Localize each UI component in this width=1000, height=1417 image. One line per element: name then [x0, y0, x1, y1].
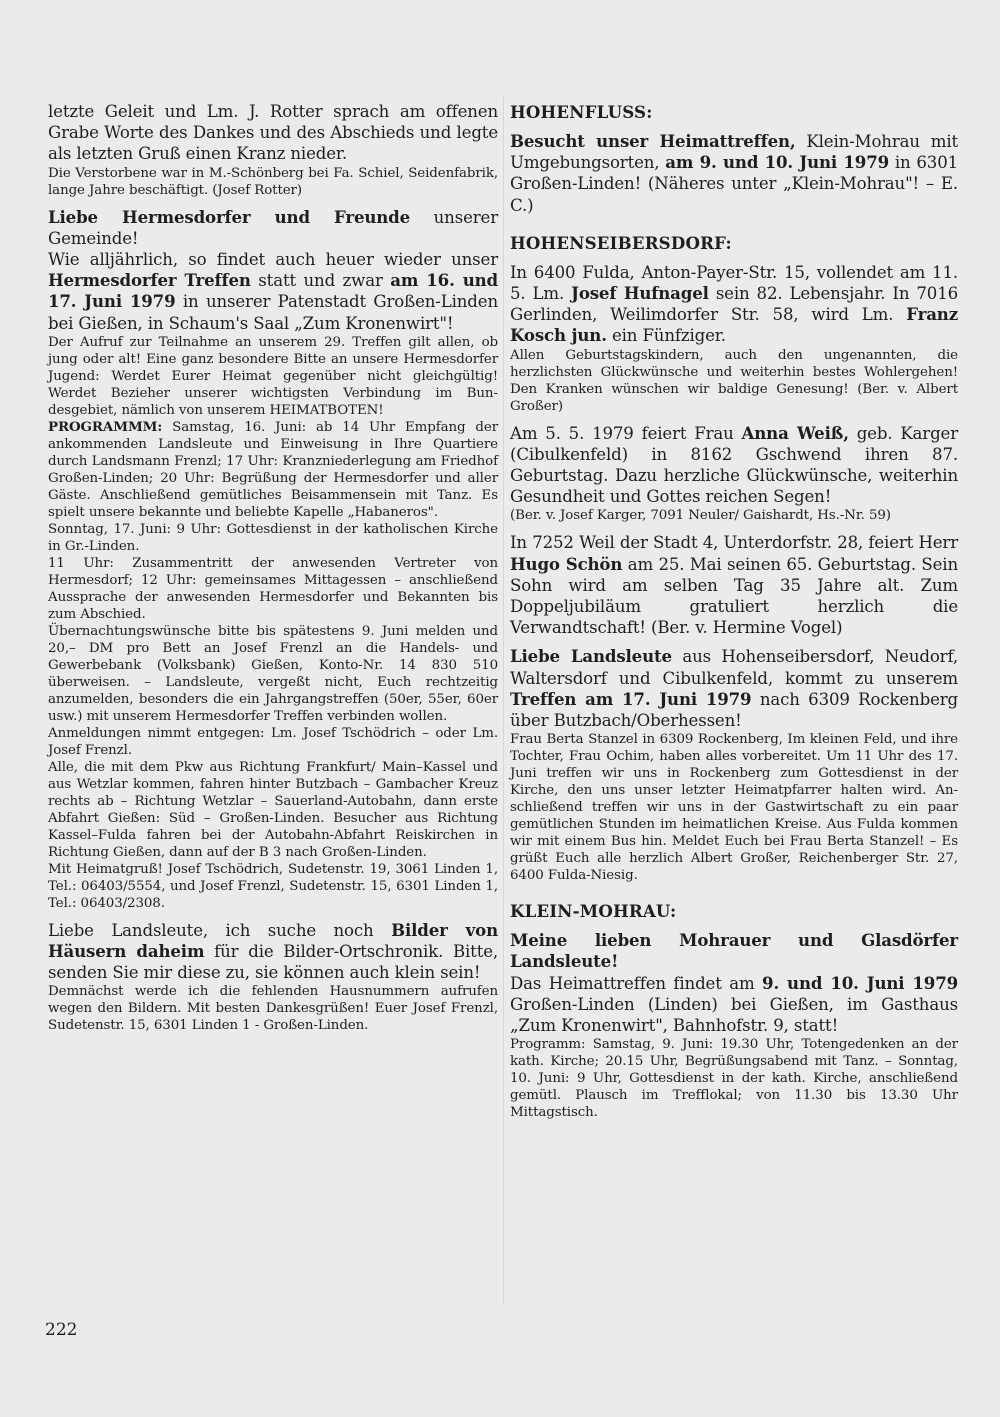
text-run: statt und zwar: [250, 271, 391, 291]
bold-text: PROGRAMMM:: [48, 418, 163, 435]
paragraph: [510, 507, 958, 524]
paragraph: [48, 165, 498, 199]
text-run: Großen-Linden (Linden) bei Gießen, im Gasthaus „Zum Kronenwirt", Bahnhofstr. 9, statt!: [510, 994, 958, 1036]
text-run: Anmeldungen nimmt entgegen: Lm. Josef Tschödrich – oder Lm. Josef Frenzl.: [48, 725, 498, 758]
bold-text: Treffen am 17. Juni 1979: [510, 688, 752, 709]
paragraph: [48, 861, 498, 912]
text-run: unserer Gemeinde!: [48, 207, 498, 248]
bold-text: Besucht unser Heimattreffen,: [510, 131, 796, 151]
text-run: geb. Karger (Cibulkenfeld) in 8162 Gschwend ihren 87. Geburtstag. Dazu herzliche Glückwünsche, weiterhin Gesundheit und Gottes reichen Segen!: [510, 423, 959, 507]
paragraph: [48, 555, 498, 623]
bold-text: Franz Kosch jun.: [510, 304, 958, 346]
bold-text: Liebe Hermesdorfer und Freunde: [48, 206, 411, 227]
text-run: Klein-Mohrau mit Umgebungsorten,: [510, 132, 958, 173]
bold-text: am 16. und 17. Juni 1979: [48, 270, 498, 312]
bold-text: Liebe Landsleute: [510, 646, 672, 667]
paragraph: [48, 920, 498, 984]
text-run: Mit Heimatgruß! Josef Tschödrich, Sudetenstr. 19, 3061 Linden 1, Tel.: 06403/5554, und Josef Frenzl, Sudetenstr. 15, 6301 Linden 1, Tel.: 06403/2308.: [48, 861, 498, 911]
paragraph: [510, 347, 958, 415]
section-heading: [510, 232, 958, 254]
text-run: Liebe Landsleute, ich suche noch: [48, 920, 392, 940]
bold-text: Meine lieben Mohrauer und Glasdörfer Landsleute!: [510, 930, 958, 972]
text-run: HOHENSEIBERSDORF:: [510, 232, 732, 253]
text-run: aus Hohenseibersdorf, Neudorf, Waltersdorf und Cibulkenfeld, kommt zu unserem: [510, 647, 958, 688]
text-run: ein Fünfziger.: [606, 326, 726, 346]
paragraph: [48, 249, 498, 334]
text-run: Alle, die mit dem Pkw aus Richtung Frankfurt/ Main–Kassel und aus Wetzlar kommen, fahren hinter Butzbach – Gambacher Kreuz rechts ab – Richtung Wetzlar – Sauerland-Autobahn, dann erste Abfahrt Gießen: Süd – Großen-Linden. Besucher aus Richtung Kassel–Fulda fahren bei der Autobahn-Abfahrt Reiskirchen in Richtung Gießen, dann auf der B 3 nach Großen-Linden.: [48, 759, 498, 860]
bold-text: Hugo Schön: [510, 553, 623, 574]
text-run: Programm: Samstag, 9. Juni: 19.30 Uhr, Totengedenken an der kath. Kirche; 20.15 Uhr, Begrüßungsabend mit Tanz. – Sonntag, 10. Juni: 9 Uhr, Gottesdienst in der kath. Kirche, anschließend gemütl. Plausch im Trefflokal; von 11.30 bis 13.30 Uhr Mittagstisch.: [510, 1037, 958, 1121]
text-run: für die Bilder-Ortschronik. Bitte, senden Sie mir diese zu, sie können auch klein sein!: [48, 942, 499, 983]
page-number: 222: [45, 1320, 78, 1340]
text-run: letzte Geleit und Lm. J. Rotter sprach am offenen Grabe Worte des Dankes und des Abschieds und legte als letzten Gruß einen Kranz nieder.: [48, 102, 498, 164]
text-run: In 7252 Weil der Stadt 4, Unterdorfstr. 28, feiert Herr: [510, 533, 958, 553]
bold-text: Bilder von Häusern daheim: [48, 919, 499, 962]
bold-text: Hermesdorfer Treffen: [48, 270, 251, 291]
section-heading: [510, 101, 958, 123]
paragraph: [48, 521, 498, 555]
bold-text: 9. und 10. Juni 1979: [762, 972, 958, 993]
paragraph: [48, 759, 498, 861]
text-run: sein 82. Lebensjahr. In 7016 Gerlinden, Weilimdorfer Str. 58, wird Lm.: [510, 284, 959, 325]
text-run: KLEIN-MOHRAU:: [510, 901, 677, 922]
text-run: Am 5. 5. 1979 feiert Frau: [510, 423, 742, 443]
text-run: In 6400 Fulda, Anton-Payer-Str. 15, vollendet am 11. 5. Lm.: [510, 262, 958, 304]
text-run: Die Verstorbene war in M.-Schönberg bei Fa. Schiel, Seidenfabrik, lange Jahre beschäftigt. (Josef Rotter): [48, 165, 498, 198]
column-divider: [503, 95, 504, 1305]
right-column: [510, 101, 958, 1121]
paragraph: [48, 101, 498, 165]
text-run: nach 6309 Rockenberg über Butzbach/Oberhessen!: [510, 689, 958, 731]
paragraph: [510, 646, 958, 731]
left-column: [48, 101, 498, 1034]
paragraph: [48, 207, 498, 249]
paragraph: [510, 131, 958, 216]
paragraph: [510, 1036, 958, 1121]
bold-text: Anna Weiß,: [741, 422, 849, 443]
text-run: Demnächst werde ich die fehlenden Hausnummern aufrufen wegen den Bildern. Mit besten Dankesgrüßen! Euer Josef Frenzl, Sudetenstr. 15, 6301 Linden 1 - Großen-Linden.: [48, 984, 498, 1034]
paragraph: [48, 334, 498, 419]
paragraph: [510, 731, 958, 884]
text-run: Übernachtungswünsche bitte bis spätestens 9. Juni melden und 20,– DM pro Bett an Josef Frenzl an die Handels- und Gewerbebank (Volksbank) Gießen, Konto-Nr. 14 830 510 überweisen. – Landsleute, vergeßt nicht, Euch rechtzeitig anzumelden, besonders die ein Jahrgangstreffen (50er, 55er, 60er usw.) mit unserem Hermesdorfer Treffen verbinden wollen.: [48, 623, 498, 724]
text-run: Samstag, 16. Juni: ab 14 Uhr Empfang der ankommenden Landsleute und Einweisung in Ihre Quartiere durch Landsmann Frenzl; 17 Uhr: Kranzniederlegung am Friedhof Großen-Linden; 20 Uhr: Begrüßung der Hermesdorfer und aller Gäste. Anschließend gemütliches Beisammensein mit Tanz. Es spielt unsere bekannte und beliebte Kapelle „Habaneros".: [48, 419, 498, 520]
paragraph: [510, 423, 958, 508]
text-run: (Ber. v. Josef Karger, 7091 Neuler/ Gaishardt, Hs.-Nr. 59): [510, 508, 891, 524]
text-run: in 6301 Großen-Linden! (Näheres unter „Klein-Mohrau"! – E. C.): [510, 153, 959, 215]
text-run: HOHENFLUSS:: [510, 102, 653, 122]
paragraph: [48, 983, 498, 1034]
text-run: Sonntag, 17. Juni: 9 Uhr: Gottesdienst in der katholischen Kirche in Gr.-Linden.: [48, 521, 498, 554]
section-heading: [510, 900, 958, 922]
text-run: Der Aufruf zur Teilnahme an unserem 29. Treffen gilt allen, ob jung oder alt! Eine ganz besondere Bitte an unsere Hermesdorfer Jugend: Werdet Eurer Heimat gegenüber nicht gleichgültig! Werdet Bezieher unserer wichtigsten Verbindung im Bundesgebiet, nämlich von unserem HEIMATBOTEN!: [48, 334, 498, 418]
paragraph: [510, 262, 958, 347]
text-run: Allen Geburtstagskindern, auch den ungenannten, die herzlichsten Glückwünsche und weiterhin bestes Wohlergehen! Den Kranken wünschen wir baldige Genesung! (Ber. v. Albert Großer): [510, 347, 958, 414]
paragraph: [48, 419, 498, 521]
text-run: am 25. Mai seinen 65. Geburtstag. Sein Sohn wird am selben Tag 35 Jahre alt. Zum Doppeljubiläum gratuliert herzlich die Verwandtschaft! (Ber. v. Hermine Vogel): [510, 554, 958, 638]
text-run: Frau Berta Stanzel in 6309 Rockenberg, Im kleinen Feld, und ihre Tochter, Frau Ochim, haben alles vorbereitet. Um 11 Uhr des 17. Juni treffen wir uns in Rockenberg zum Gottesdienst in der Kirche, den uns unser letzter Heimatpfarrer halten wird. Anschließend treffen wir uns in der Gastwirtschaft zu ein paar gemütlichen Stunden im heimatlichen Kreise. Aus Fulda kommen wir mit einem Bus hin. Meldet Euch bei Frau Berta Stanzel! – Es grüßt Euch alle herzlich Albert Großer, Reichenberger Str. 27, 6400 Fulda-Niesig.: [510, 732, 958, 884]
text-run: Wie alljährlich, so findet auch heuer wieder unser: [48, 250, 498, 270]
text-run: in unserer Patenstadt Großen-Linden bei Gießen, in Schaum's Saal „Zum Kronenwirt"!: [48, 292, 498, 333]
bold-text: Josef Hufnagel: [571, 283, 709, 304]
paragraph: [48, 623, 498, 725]
paragraph: [48, 725, 498, 759]
bold-text: am 9. und 10. Juni 1979: [665, 152, 889, 173]
paragraph: [510, 973, 958, 1037]
text-run: 11 Uhr: Zusammentritt der anwesenden Vertreter von Hermesdorf; 12 Uhr: gemeinsames Mittagessen – anschließend Aussprache der anwesenden Hermesdorfer und Bekannten bis zum Abschied.: [48, 555, 498, 622]
paragraph: [510, 532, 958, 638]
paragraph: [510, 930, 958, 972]
text-run: Das Heimattreffen findet am: [510, 973, 763, 993]
